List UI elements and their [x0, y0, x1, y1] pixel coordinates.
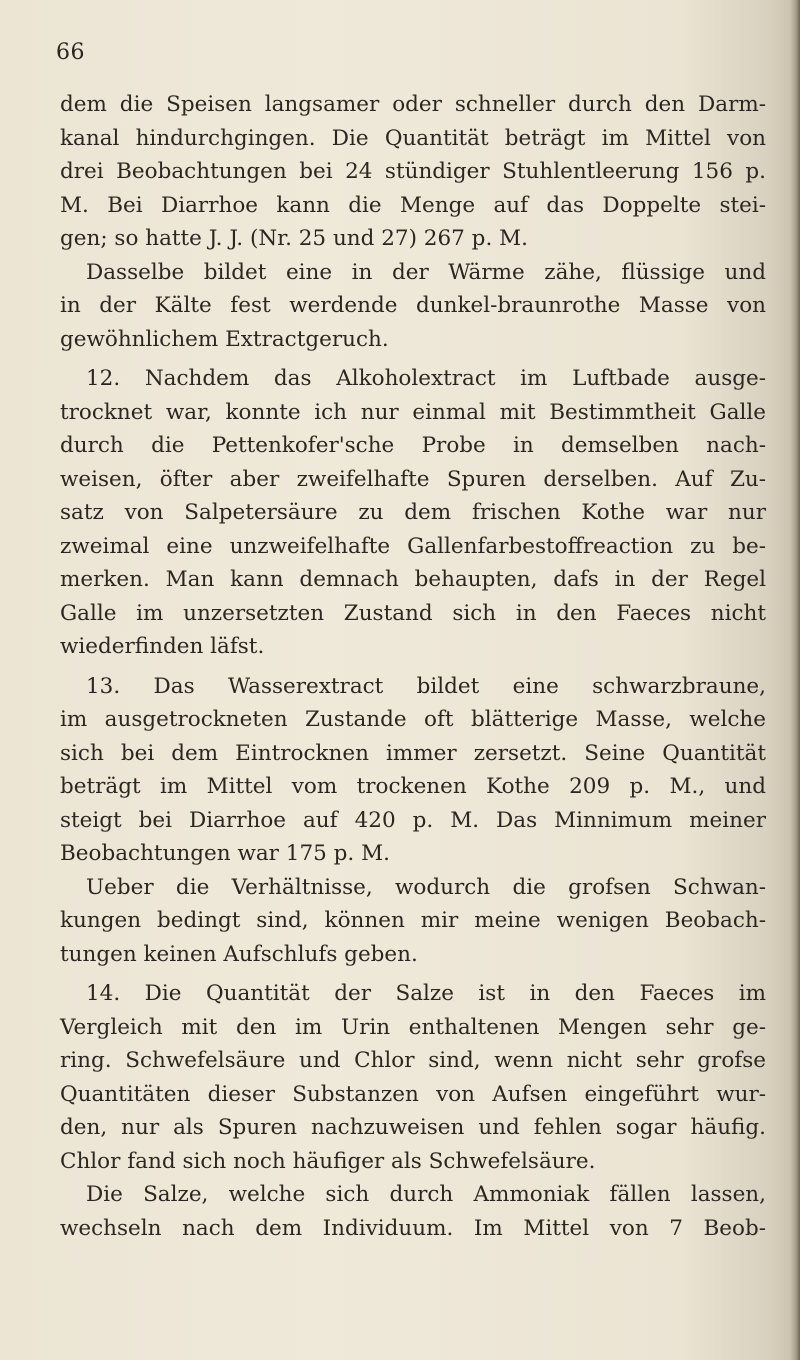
text-line: kanal hindurchgingen. Die Quantität beträgt im Mittel von — [60, 125, 766, 151]
text-line: sich bei dem Eintrocknen immer zersetzt. Seine Quantität — [60, 740, 766, 766]
section-12-first-line: 12. Nachdem das Alkoholextract im Luftbade ausge- — [86, 366, 766, 391]
text-line: Beobachtungen war 175 p. M. — [60, 841, 390, 866]
section-13-first-line: 13. Das Wasserextract bildet eine schwarzbraune, — [86, 673, 766, 699]
text-line: Die Salze, welche sich durch Ammoniak fällen lassen, — [86, 1182, 766, 1207]
page-edge-shadow — [790, 0, 800, 1360]
text-line: Dasselbe bildet eine in der Wärme zähe, flüssige und — [86, 259, 766, 285]
text-line: ring. Schwefelsäure und Chlor sind, wenn nicht sehr grofse — [60, 1048, 766, 1073]
text-line: Vergleich mit den im Urin enthaltenen Mengen sehr ge- — [60, 1014, 766, 1040]
text-line: satz von Salpetersäure zu dem frischen Kothe war nur — [60, 500, 766, 525]
text-line: tungen keinen Aufschlufs geben. — [60, 941, 418, 967]
body-text — [60, 88, 766, 1245]
text-line: durch die Pettenkofer'sche Probe in demselben nach- — [60, 433, 766, 458]
text-line: zweimal eine unzweifelhafte Gallenfarbestoffreaction zu be- — [60, 533, 766, 559]
text-line: Chlor fand sich noch häufiger als Schwefelsäure. — [60, 1148, 596, 1174]
text-line: beträgt im Mittel vom trockenen Kothe 209 p. M., und — [60, 774, 766, 799]
text-line: im ausgetrockneten Zustande oft blätterige Masse, welche — [60, 707, 766, 732]
text-line: wechseln nach dem Individuum. Im Mittel von 7 Beob- — [60, 1215, 766, 1241]
section-14-first-line: 14. Die Quantität der Salze ist in den Faeces im — [86, 981, 766, 1006]
text-line: steigt bei Diarrhoe auf 420 p. M. Das Minnimum meiner — [60, 807, 766, 833]
text-line: wiederfinden läfst. — [60, 634, 265, 659]
text-line: Galle im unzersetzten Zustand sich in den Faeces nicht — [60, 600, 766, 626]
text-line: in der Kälte fest werdende dunkel-braunrothe Masse von — [60, 293, 766, 318]
text-line: M. Bei Diarrhoe kann die Menge auf das Doppelte stei- — [60, 192, 766, 218]
page-number: 66 — [56, 40, 85, 65]
text-line: gen; so hatte J. J. (Nr. 25 und 27) 267 p. M. — [60, 226, 528, 251]
text-line: Ueber die Verhältnisse, wodurch die grofsen Schwan- — [86, 874, 766, 900]
text-line: den, nur als Spuren nachzuweisen und fehlen sogar häufig. — [60, 1115, 766, 1140]
text-line: trocknet war, konnte ich nur einmal mit Bestimmtheit Galle — [60, 399, 766, 425]
text-line: Quantitäten dieser Substanzen von Aufsen eingeführt wur- — [60, 1081, 766, 1107]
text-line: dem die Speisen langsamer oder schneller durch den Darm- — [60, 92, 766, 117]
text-line: kungen bedingt sind, können mir meine wenigen Beobach- — [60, 908, 766, 933]
text-line: gewöhnlichem Extractgeruch. — [60, 326, 389, 352]
text-line: merken. Man kann demnach behaupten, dafs in der Regel — [60, 567, 766, 592]
text-line: drei Beobachtungen bei 24 stündiger Stuhlentleerung 156 p. — [60, 159, 766, 184]
text-line: weisen, öfter aber zweifelhafte Spuren derselben. Auf Zu- — [60, 466, 766, 492]
